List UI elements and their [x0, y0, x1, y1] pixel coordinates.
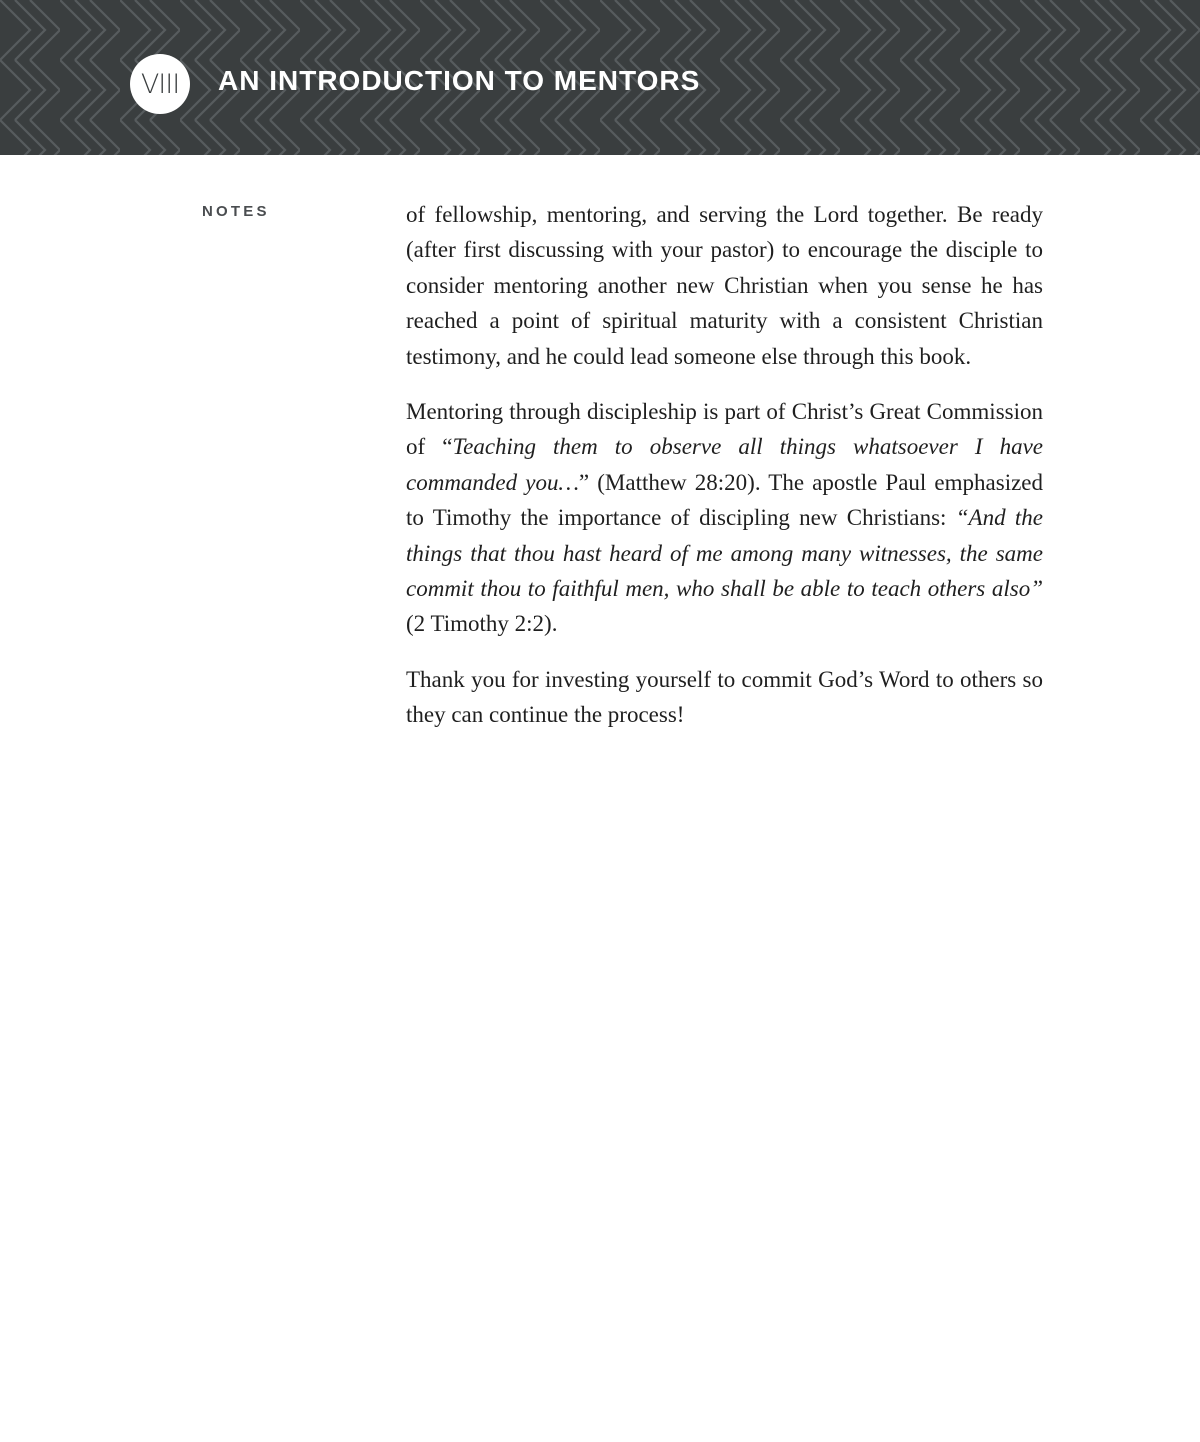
paragraph-1: of fellowship, mentoring, and serving the Lord together. Be ready (after first discussing with your pastor) to encourage the disciple to consider mentoring another new Christian when you sense he has reached a point of spiritual maturity with a consistent Christian testimony, and he could lead someone else through this book. — [406, 202, 1043, 369]
chapter-number-badge: VIII — [130, 54, 190, 114]
body-text — [406, 197, 1043, 753]
chapter-header — [0, 0, 1200, 155]
paragraph-2-text-1: Mentoring through discipleship is part of Christ’s Great Commission of “ — [406, 399, 1043, 460]
scripture-quote-matthew: Teaching them to observe all things whatsoever I have commanded you… — [406, 434, 1043, 495]
chapter-title: AN INTRODUCTION TO MENTORS — [218, 65, 701, 96]
paragraph-2 — [406, 394, 1043, 642]
scripture-quote-timothy: “And the things that thou hast heard of me among many witnesses, the same commit thou to faithful men, who shall be able to teach others also” — [406, 505, 1043, 602]
paragraph-2-text-3: (2 Timothy 2:2). — [406, 611, 558, 637]
paragraph-3: Thank you for investing yourself to commit God’s Word to others so they can continue the process! — [406, 666, 1043, 728]
notes-label: NOTES — [202, 203, 270, 220]
paragraph-2-text-2: ” (Matthew 28:20). The apostle Paul emphasized to Timothy the importance of discipling new Christians: — [406, 469, 1044, 531]
